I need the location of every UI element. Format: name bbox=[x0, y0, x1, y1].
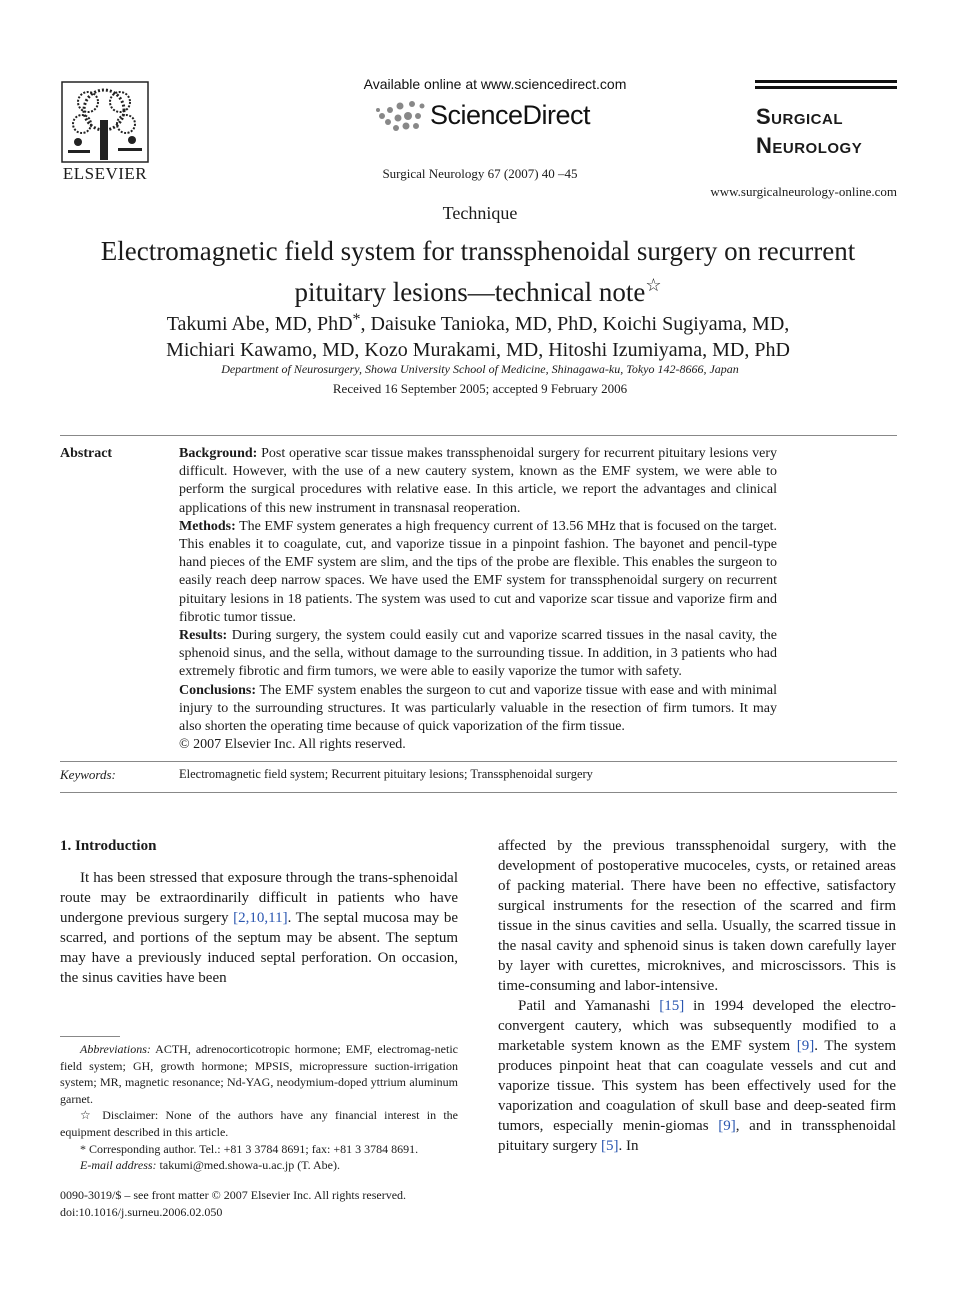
citation-link[interactable]: [2,10,11] bbox=[233, 910, 288, 926]
section-type: Technique bbox=[442, 203, 518, 223]
abbreviations-text: ACTH, adrenocorticotropic hormone; EMF, electromag-netic field system; GH, growth hormone; MPSIS, micropressure suction-irrigation system; MR, magnetic resonance; Nd-YAG, neodymium-doped yttrium aluminum garnet. bbox=[60, 1042, 458, 1106]
corresponding-marker: * bbox=[80, 1141, 86, 1156]
keywords-label: Keywords: bbox=[60, 767, 116, 782]
available-online-text: Available online at www.sciencedirect.com bbox=[363, 76, 627, 92]
background-text: Post operative scar tissue makes transsphenoidal surgery for recurrent pituitary lesions very difficult. However, with the use of a new cautery system, known as the EMF system, we were able to perform the surgical procedures with relative ease. In this article, we report the advantages and clinical applications of this new instrument in transnasal reoperation. bbox=[179, 446, 777, 516]
footnote-abbreviations bbox=[60, 1041, 458, 1107]
conclusions-label: Conclusions: bbox=[179, 682, 257, 698]
journal-masthead bbox=[756, 102, 862, 160]
disclaimer-marker: ☆ bbox=[80, 1108, 96, 1123]
issn-line: 0090-3019/$ – see front matter © 2007 Elsevier Inc. All rights reserved. bbox=[60, 1188, 407, 1202]
background-label: Background: bbox=[179, 446, 258, 461]
body-right-column bbox=[498, 836, 896, 1156]
sciencedirect-banner bbox=[330, 76, 660, 136]
footnote-email bbox=[60, 1157, 458, 1174]
footnotes bbox=[60, 1041, 458, 1174]
sciencedirect-wordmark: ScienceDirect bbox=[430, 100, 591, 130]
abstract-conclusions bbox=[179, 682, 777, 737]
email-address[interactable]: takumi@med.showa-u.ac.jp (T. Abe). bbox=[156, 1158, 340, 1173]
journal-citation: Surgical Neurology 67 (2007) 40 –45 bbox=[382, 166, 578, 181]
intro-paragraph-1-cont: affected by the previous transsphenoidal surgery, with the development of postoperative mucoceles, cysts, or retained areas of packing material. There have been no effective, satisfactory surgical instruments for the resection of the scarred and firm tissue in the sinus cavities and sella. Usually, the scarred tissue in the nasal cavity and sphenoid sinus is taken down carefully layer by layer with curettes, microknives, and microscissors. This is time-consuming and labor-intensive. bbox=[498, 838, 896, 994]
abstract-bottom-rule bbox=[60, 792, 897, 793]
citation-link[interactable]: [9] bbox=[718, 1118, 736, 1134]
affiliation: Department of Neurosurgery, Showa University School of Medicine, Shinagawa-ku, Tokyo 142-8666, Japan bbox=[221, 362, 739, 376]
citation-link[interactable]: [9] bbox=[796, 1038, 815, 1054]
intro-paragraph-1 bbox=[60, 868, 458, 988]
elsevier-logo bbox=[60, 80, 150, 182]
abstract-top-rule bbox=[60, 435, 897, 436]
elsevier-tree-icon bbox=[60, 80, 150, 164]
author-list bbox=[80, 307, 876, 363]
intro-p2-text-a: Patil and Yamanashi bbox=[518, 998, 660, 1014]
footnote-rule bbox=[60, 1036, 120, 1037]
sciencedirect-logo bbox=[330, 96, 660, 136]
keywords-top-rule bbox=[60, 761, 897, 762]
sciencedirect-dots-icon bbox=[374, 98, 430, 134]
results-text: During surgery, the system could easily cut and vaporize scarred tissues in the nasal cavity, the sphenoid sinus, and the sella, without damage to the surrounding tissue. In addition, in 3 patients who had extremely fibrotic and firm tumors, we were able to easily vaporize the tumor with safety. bbox=[179, 628, 777, 680]
journal-title-line1: Surgical bbox=[756, 104, 844, 129]
masthead-rules bbox=[755, 80, 897, 92]
results-label: Results: bbox=[179, 628, 228, 644]
disclaimer-text: Disclaimer: None of the authors have any financial interest in the equipment described in this article. bbox=[60, 1108, 458, 1139]
footer-info bbox=[60, 1187, 406, 1221]
intro-p2-text-b: in 1994 developed the electro-convergent cautery, which was subsequently modified to a marketable system known as the EMF system bbox=[498, 998, 896, 1054]
abstract-copyright: © 2007 Elsevier Inc. All rights reserved. bbox=[179, 737, 406, 753]
footnote-corresponding bbox=[60, 1141, 458, 1158]
email-label: E-mail address: bbox=[80, 1158, 157, 1173]
abstract-methods bbox=[179, 518, 777, 627]
abstract-results bbox=[179, 627, 777, 682]
article-title bbox=[60, 234, 896, 309]
corresponding-text: Corresponding author. Tel.: +81 3 3784 8691; fax: +81 3 3784 8691. bbox=[86, 1141, 419, 1156]
doi-line[interactable]: doi:10.1016/j.surneu.2006.02.050 bbox=[60, 1205, 223, 1219]
intro-p2-text-e: . In bbox=[618, 1138, 639, 1154]
citation-link[interactable]: [15] bbox=[659, 998, 685, 1014]
abstract-body bbox=[179, 445, 777, 754]
intro-p1-text-a: It has been stressed that exposure through the trans-sphenoidal route may be extraordinarily difficult in patients who have undergone previous surgery bbox=[60, 870, 458, 926]
keywords-list: Electromagnetic field system; Recurrent pituitary lesions; Transsphenoidal surgery bbox=[179, 767, 593, 781]
abstract-label: Abstract bbox=[60, 446, 113, 461]
journal-url[interactable]: www.surgicalneurology-online.com bbox=[710, 184, 897, 199]
citation-link[interactable]: [5] bbox=[601, 1138, 619, 1154]
intro-paragraph-2 bbox=[498, 996, 896, 1156]
author-line1-a: Takumi Abe, MD, PhD bbox=[166, 313, 353, 335]
title-footnote-marker[interactable]: ☆ bbox=[645, 275, 662, 295]
abstract-background bbox=[179, 445, 777, 518]
elsevier-wordmark: ELSEVIER bbox=[62, 164, 148, 183]
author-line1-b: , Daisuke Tanioka, MD, PhD, Koichi Sugiyama, MD, bbox=[360, 313, 790, 335]
abbreviations-label: Abbreviations: bbox=[80, 1042, 151, 1056]
methods-text: The EMF system generates a high frequency current of 13.56 MHz that is focused on the target. This enables it to coagulate, cut, and vaporize tissue in a pinpoint fashion. The bayonet and pencil-type hand pieces of the EMF system are slim, and the tips of the probe are flexible. This enables the surgeon to easily reach deep narrow spaces. We have used the EMF system for transsphenoidal surgery on recurrent pituitary lesions in 18 patients. The system was used to cut and vaporize scar tissue and vaporize firm and fibrotic tumor tissue. bbox=[179, 518, 777, 625]
section-heading-introduction: 1. Introduction bbox=[60, 838, 157, 854]
journal-title-line2: Neurology bbox=[756, 133, 863, 158]
body-left-column bbox=[60, 836, 458, 988]
footnote-disclaimer bbox=[60, 1107, 458, 1140]
methods-label: Methods: bbox=[179, 518, 236, 534]
author-line2: Michiari Kawamo, MD, Kozo Murakami, MD, Hitoshi Izumiyama, MD, PhD bbox=[166, 339, 790, 361]
article-title-text: Electromagnetic field system for transsphenoidal surgery on recurrent pituitary lesions—technical note bbox=[100, 236, 856, 307]
received-dates: Received 16 September 2005; accepted 9 February 2006 bbox=[332, 381, 628, 396]
intro-p2-text-c: . The system produces pinpoint heat that can coagulate vessels and cut and vaporize tissue. This system has been effectively used for the vaporization and coagulation of skull base and deep-seated firm tumors, especially menin-giomas bbox=[498, 1038, 896, 1134]
intro-p1-text-b: . The septal mucosa may be scarred, and portions of the septum may be absent. The septum may have a previously induced septal perforation. On occasion, the sinus cavities have been bbox=[60, 910, 458, 986]
conclusions-text: The EMF system enables the surgeon to cut and vaporize tissue with ease and with minimal injury to the surrounding structures. It was particularly valuable in the resection of firm tumors. It may also shorten the operating time because of quick vaporization of the firm tissue. bbox=[179, 682, 777, 735]
corresponding-author-marker[interactable]: * bbox=[352, 311, 361, 328]
intro-p2-text-d: , and in transsphenoidal pituitary surgery bbox=[498, 1118, 896, 1154]
